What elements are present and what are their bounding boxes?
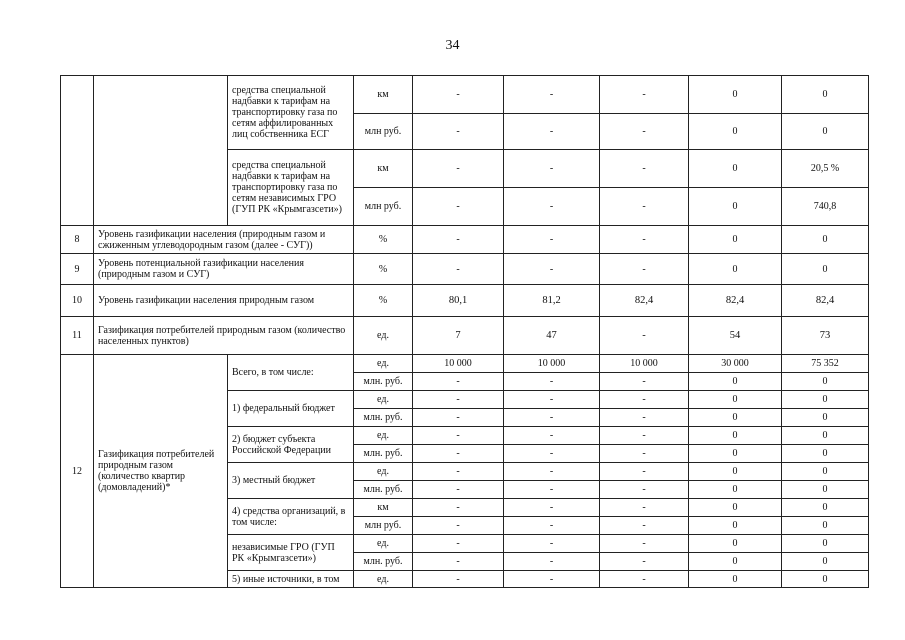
- row-label: Уровень потенциальной газификации населения (природным газом и СУГ): [94, 254, 354, 285]
- value-cell: 0: [689, 409, 782, 427]
- value-cell: 10 000: [413, 355, 504, 373]
- value-cell: 0: [689, 254, 782, 285]
- unit-cell: ед.: [354, 463, 413, 481]
- value-cell: -: [413, 427, 504, 445]
- table-row: [61, 285, 869, 317]
- value-cell: -: [600, 226, 689, 254]
- row-number: 10: [61, 285, 94, 317]
- value-cell: 7: [413, 317, 504, 355]
- value-cell: 0: [782, 481, 869, 499]
- value-cell: -: [413, 553, 504, 571]
- value-cell: 30 000: [689, 355, 782, 373]
- value-cell: 20,5 %: [782, 150, 869, 188]
- table-row: [61, 355, 869, 373]
- value-cell: -: [600, 445, 689, 463]
- value-cell: -: [504, 254, 600, 285]
- table-row: [61, 226, 869, 254]
- value-cell: 54: [689, 317, 782, 355]
- unit-cell: %: [354, 226, 413, 254]
- value-cell: -: [504, 150, 600, 188]
- value-cell: -: [413, 445, 504, 463]
- value-cell: -: [504, 409, 600, 427]
- row-label: Уровень газификации населения (природным газом и сжиженным углеводородным газом (далее - СУГ)): [94, 226, 354, 254]
- value-cell: 740,8: [782, 188, 869, 226]
- unit-cell: млн. руб.: [354, 373, 413, 391]
- value-cell: -: [413, 254, 504, 285]
- value-cell: 81,2: [504, 285, 600, 317]
- sub-label: средства специальной надбавки к тарифам на транспортировку газа по сетям аффилированных лиц собственника ЕСГ: [228, 76, 354, 150]
- value-cell: 0: [689, 76, 782, 114]
- value-cell: 0: [689, 517, 782, 535]
- value-cell: -: [600, 535, 689, 553]
- value-cell: -: [600, 553, 689, 571]
- value-cell: -: [413, 373, 504, 391]
- value-cell: -: [504, 463, 600, 481]
- value-cell: -: [600, 76, 689, 114]
- unit-cell: км: [354, 76, 413, 114]
- value-cell: 82,4: [782, 285, 869, 317]
- value-cell: -: [504, 373, 600, 391]
- row-label-cell: [94, 76, 228, 226]
- value-cell: 0: [782, 499, 869, 517]
- row-number: 8: [61, 226, 94, 254]
- value-cell: -: [600, 373, 689, 391]
- value-cell: -: [504, 517, 600, 535]
- value-cell: -: [600, 188, 689, 226]
- value-cell: -: [600, 114, 689, 150]
- value-cell: -: [504, 188, 600, 226]
- value-cell: -: [413, 481, 504, 499]
- value-cell: -: [504, 427, 600, 445]
- unit-cell: ед.: [354, 571, 413, 588]
- value-cell: -: [504, 391, 600, 409]
- value-cell: 0: [782, 553, 869, 571]
- value-cell: 0: [689, 226, 782, 254]
- table-row: [61, 317, 869, 355]
- row-label: Газификация потребителей природным газом (количество населенных пунктов): [94, 317, 354, 355]
- value-cell: 0: [782, 517, 869, 535]
- unit-cell: км: [354, 499, 413, 517]
- value-cell: -: [504, 481, 600, 499]
- unit-cell: млн руб.: [354, 517, 413, 535]
- value-cell: -: [413, 188, 504, 226]
- value-cell: -: [504, 499, 600, 517]
- value-cell: -: [600, 391, 689, 409]
- value-cell: -: [504, 553, 600, 571]
- value-cell: 0: [689, 535, 782, 553]
- value-cell: -: [600, 409, 689, 427]
- value-cell: -: [413, 571, 504, 588]
- value-cell: -: [413, 463, 504, 481]
- unit-cell: %: [354, 285, 413, 317]
- unit-cell: ед.: [354, 317, 413, 355]
- value-cell: 0: [689, 150, 782, 188]
- value-cell: 0: [782, 409, 869, 427]
- unit-cell: млн. руб.: [354, 553, 413, 571]
- row-label: Газификация потребителей природным газом (количество квартир (домовладений)*: [94, 355, 228, 588]
- value-cell: 10 000: [600, 355, 689, 373]
- sub-label: Всего, в том числе:: [228, 355, 354, 391]
- value-cell: 0: [782, 114, 869, 150]
- unit-cell: ед.: [354, 427, 413, 445]
- value-cell: 0: [689, 391, 782, 409]
- value-cell: 0: [689, 188, 782, 226]
- unit-cell: млн руб.: [354, 188, 413, 226]
- table-row: [61, 254, 869, 285]
- indicators-table: [60, 75, 869, 588]
- value-cell: -: [600, 481, 689, 499]
- value-cell: 80,1: [413, 285, 504, 317]
- value-cell: -: [504, 226, 600, 254]
- value-cell: -: [413, 391, 504, 409]
- value-cell: 0: [782, 254, 869, 285]
- row-number: 11: [61, 317, 94, 355]
- value-cell: 0: [782, 76, 869, 114]
- unit-cell: ед.: [354, 535, 413, 553]
- value-cell: 0: [689, 445, 782, 463]
- unit-cell: млн руб.: [354, 114, 413, 150]
- sub-label: средства специальной надбавки к тарифам на транспортировку газа по сетям независимых ГРО (ГУП РК «Крымгазсети»): [228, 150, 354, 226]
- value-cell: -: [600, 254, 689, 285]
- value-cell: -: [413, 226, 504, 254]
- value-cell: 75 352: [782, 355, 869, 373]
- value-cell: 47: [504, 317, 600, 355]
- unit-cell: %: [354, 254, 413, 285]
- sub-label: 5) иные источники, в том: [228, 571, 354, 588]
- value-cell: -: [600, 571, 689, 588]
- row-number: 12: [61, 355, 94, 588]
- value-cell: -: [600, 517, 689, 535]
- value-cell: 0: [689, 571, 782, 588]
- table-row: [61, 76, 869, 114]
- value-cell: 0: [689, 553, 782, 571]
- value-cell: 0: [782, 226, 869, 254]
- value-cell: -: [600, 317, 689, 355]
- value-cell: -: [504, 76, 600, 114]
- sub-label: 3) местный бюджет: [228, 463, 354, 499]
- value-cell: 0: [782, 427, 869, 445]
- sub-label: независимые ГРО (ГУП РК «Крымгазсети»): [228, 535, 354, 571]
- value-cell: -: [413, 409, 504, 427]
- value-cell: -: [504, 535, 600, 553]
- value-cell: 0: [782, 571, 869, 588]
- value-cell: -: [413, 76, 504, 114]
- page-number: 34: [445, 38, 460, 53]
- value-cell: -: [504, 445, 600, 463]
- sub-label: 1) федеральный бюджет: [228, 391, 354, 427]
- unit-cell: млн. руб.: [354, 409, 413, 427]
- row-number: 9: [61, 254, 94, 285]
- value-cell: 0: [689, 463, 782, 481]
- value-cell: 0: [689, 114, 782, 150]
- value-cell: -: [600, 150, 689, 188]
- value-cell: -: [413, 535, 504, 553]
- unit-cell: млн. руб.: [354, 445, 413, 463]
- value-cell: -: [413, 517, 504, 535]
- value-cell: -: [504, 114, 600, 150]
- value-cell: 10 000: [504, 355, 600, 373]
- value-cell: 0: [782, 373, 869, 391]
- value-cell: -: [600, 499, 689, 517]
- value-cell: 0: [689, 481, 782, 499]
- value-cell: 0: [782, 535, 869, 553]
- value-cell: 82,4: [600, 285, 689, 317]
- value-cell: 0: [689, 427, 782, 445]
- sub-label: 4) средства организаций, в том числе:: [228, 499, 354, 535]
- value-cell: -: [600, 427, 689, 445]
- value-cell: 0: [689, 373, 782, 391]
- unit-cell: ед.: [354, 391, 413, 409]
- unit-cell: ед.: [354, 355, 413, 373]
- value-cell: 0: [782, 463, 869, 481]
- sub-label: 2) бюджет субъекта Российской Федерации: [228, 427, 354, 463]
- value-cell: -: [413, 114, 504, 150]
- value-cell: 82,4: [689, 285, 782, 317]
- value-cell: 0: [782, 445, 869, 463]
- value-cell: -: [600, 463, 689, 481]
- value-cell: -: [413, 499, 504, 517]
- value-cell: 0: [689, 499, 782, 517]
- unit-cell: км: [354, 150, 413, 188]
- value-cell: -: [413, 150, 504, 188]
- row-number-cell: [61, 76, 94, 226]
- row-label: Уровень газификации населения природным газом: [94, 285, 354, 317]
- value-cell: 73: [782, 317, 869, 355]
- unit-cell: млн. руб.: [354, 481, 413, 499]
- value-cell: -: [504, 571, 600, 588]
- value-cell: 0: [782, 391, 869, 409]
